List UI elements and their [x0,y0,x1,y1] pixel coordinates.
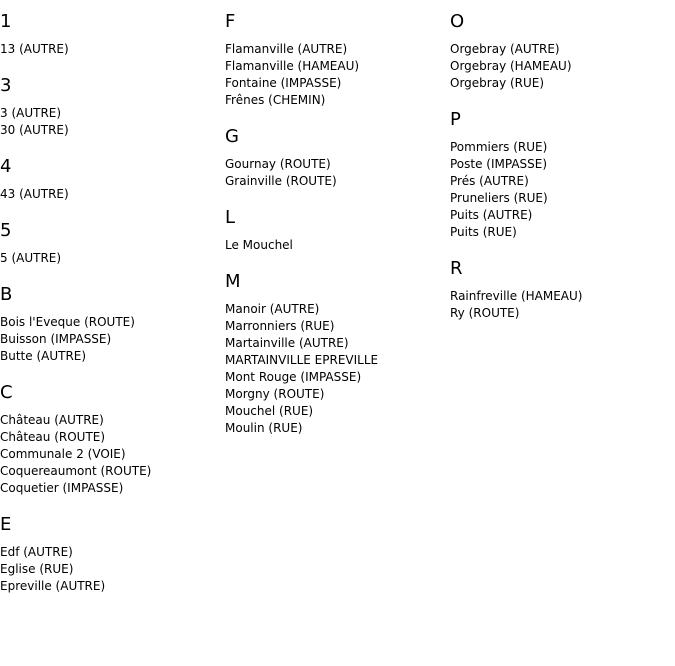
street-link[interactable]: 43 (AUTRE) [0,187,69,201]
street-list [0,412,222,497]
letter-group [0,220,222,267]
letter-group [450,11,672,92]
street-list-item [0,544,222,561]
letter-heading: F [225,11,236,32]
letter-group [0,75,222,139]
street-link[interactable]: Flamanville (AUTRE) [225,42,348,56]
street-link[interactable]: Orgebray (RUE) [450,76,545,90]
street-list-item [450,58,672,75]
street-list-item [0,412,222,429]
street-index-column-3 [450,0,672,322]
letter-group [225,207,447,254]
letter-group [225,271,447,437]
street-list-item [0,105,222,122]
letter-heading: P [450,109,461,130]
street-link[interactable]: 3 (AUTRE) [0,106,62,120]
street-list-item [0,250,222,267]
street-link[interactable]: Mont Rouge (IMPASSE) [225,370,362,384]
letter-group [225,11,447,109]
street-link[interactable]: Poste (IMPASSE) [450,157,548,171]
letter-group [225,126,447,190]
street-link[interactable]: Manoir (AUTRE) [225,302,320,316]
street-link[interactable]: Pommiers (RUE) [450,140,548,154]
street-link[interactable]: Coquetier (IMPASSE) [0,481,124,495]
letter-heading: M [225,271,241,292]
street-list [0,186,222,203]
street-list-item [225,301,447,318]
street-link[interactable]: Edf (AUTRE) [0,545,73,559]
street-link[interactable]: Gournay (ROUTE) [225,157,331,171]
street-list [450,41,672,92]
street-link[interactable]: 30 (AUTRE) [0,123,69,137]
street-link[interactable]: Fontaine (IMPASSE) [225,76,342,90]
street-list-item [0,314,222,331]
street-link[interactable]: Orgebray (HAMEAU) [450,59,572,73]
street-link[interactable]: Le Mouchel [225,238,293,252]
street-list-item [450,139,672,156]
street-link[interactable]: Puits (AUTRE) [450,208,533,222]
street-list-item [0,41,222,58]
street-list [225,237,447,254]
street-link[interactable]: Communale 2 (VOIE) [0,447,126,461]
letter-group [450,109,672,241]
street-list-item [225,386,447,403]
street-link[interactable]: Moulin (RUE) [225,421,303,435]
street-list-item [450,75,672,92]
street-link[interactable]: Rainfreville (HAMEAU) [450,289,583,303]
letter-heading: 4 [0,156,12,177]
letter-heading: B [0,284,13,305]
street-link[interactable]: Mouchel (RUE) [225,404,314,418]
street-index-column-2 [225,0,447,437]
street-link[interactable]: 13 (AUTRE) [0,42,69,56]
street-list [0,250,222,267]
street-list [450,288,672,322]
street-list [225,301,447,437]
street-link[interactable]: Marronniers (RUE) [225,319,335,333]
street-list-item [0,348,222,365]
letter-heading: O [450,11,465,32]
street-list-item [225,41,447,58]
street-list-item [450,207,672,224]
letter-heading: 3 [0,75,12,96]
street-link[interactable]: Epreville (AUTRE) [0,579,106,593]
street-list-item [450,288,672,305]
street-list-item [450,41,672,58]
street-list-item [225,75,447,92]
street-link[interactable]: Puits (RUE) [450,225,517,239]
street-list-item [0,561,222,578]
street-link[interactable]: Ry (ROUTE) [450,306,520,320]
letter-group [450,258,672,322]
street-list-item [450,305,672,322]
street-list-item [225,237,447,254]
street-list-item [0,578,222,595]
street-list-item [450,224,672,241]
street-list [225,156,447,190]
street-link[interactable]: Orgebray (AUTRE) [450,42,560,56]
letter-group [0,284,222,365]
street-index-column-1 [0,0,222,595]
street-link[interactable]: Martainville (AUTRE) [225,336,349,350]
street-list-item [0,122,222,139]
street-list-item [225,369,447,386]
street-link[interactable]: Bois l'Eveque (ROUTE) [0,315,135,329]
street-list-item [0,446,222,463]
street-link[interactable]: Flamanville (HAMEAU) [225,59,360,73]
street-list-item [225,420,447,437]
street-link[interactable]: Buisson (IMPASSE) [0,332,112,346]
street-list-item [225,352,447,369]
letter-group [0,11,222,58]
street-list-item [450,156,672,173]
letter-group [0,514,222,595]
street-link[interactable]: Morgny (ROUTE) [225,387,325,401]
letter-heading: C [0,382,13,403]
street-list-item [0,463,222,480]
letter-heading: G [225,126,239,147]
letter-heading: L [225,207,236,228]
street-list [0,41,222,58]
street-list-item [225,173,447,190]
street-list-item [0,331,222,348]
letter-heading: R [450,258,463,279]
street-list-item [225,92,447,109]
street-link[interactable]: Château (ROUTE) [0,430,106,444]
letter-group [0,156,222,203]
street-list-item [225,335,447,352]
street-link[interactable]: Château (AUTRE) [0,413,104,427]
street-list-item [0,429,222,446]
street-list-item [225,403,447,420]
street-list [0,105,222,139]
street-link[interactable]: Butte (AUTRE) [0,349,87,363]
street-link[interactable]: Frênes (CHEMIN) [225,93,326,107]
street-list [225,41,447,109]
street-link[interactable]: 5 (AUTRE) [0,251,62,265]
street-list-item [225,318,447,335]
street-list-item [225,156,447,173]
street-list-item [450,190,672,207]
street-list-item [225,58,447,75]
street-link[interactable]: Grainville (ROUTE) [225,174,337,188]
street-link[interactable]: MARTAINVILLE EPREVILLE [225,353,379,367]
street-link[interactable]: Coquereaumont (ROUTE) [0,464,152,478]
letter-group [0,382,222,497]
street-list [450,139,672,241]
street-link[interactable]: Pruneliers (RUE) [450,191,548,205]
letter-heading: E [0,514,12,535]
street-link[interactable]: Eglise (RUE) [0,562,74,576]
street-list [0,544,222,595]
street-list-item [0,480,222,497]
street-list-item [450,173,672,190]
letter-heading: 5 [0,220,12,241]
letter-heading: 1 [0,11,12,32]
street-link[interactable]: Prés (AUTRE) [450,174,529,188]
street-list-item [0,186,222,203]
street-list [0,314,222,365]
